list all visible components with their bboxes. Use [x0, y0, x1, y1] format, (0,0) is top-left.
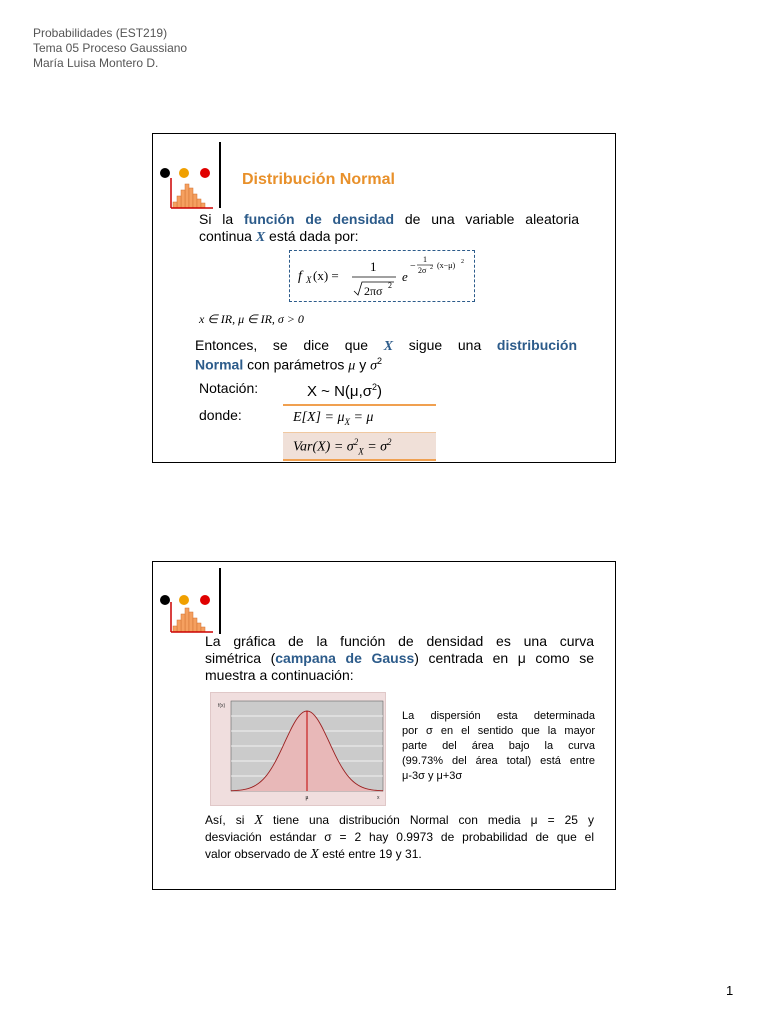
- text: continua: [199, 228, 256, 244]
- text: Entonces, se dice que: [195, 337, 369, 353]
- text: está dada por:: [265, 228, 359, 244]
- svg-text:2: 2: [388, 281, 392, 290]
- example-line-3: [205, 847, 594, 862]
- text: simétrica (: [205, 650, 276, 666]
- graph-intro-2: [205, 650, 594, 667]
- exp-denominator: 2σ: [418, 266, 427, 275]
- highlight-text: Normal: [195, 356, 244, 373]
- variance-expression: $Var(X) = \sigma^2_X = \sigma^2$: [293, 437, 392, 457]
- text: tiene una distribución Normal con media μ = 25 y: [262, 813, 594, 827]
- text: sigue una: [408, 337, 482, 353]
- graph-intro-3: muestra a continuación:: [205, 667, 354, 683]
- variable: X: [383, 339, 394, 354]
- slide-2: [152, 561, 616, 890]
- text: Así, si: [205, 813, 255, 827]
- moments-table: [283, 404, 436, 460]
- intro-line-2: [199, 228, 579, 246]
- exp-term: (x−μ): [437, 261, 456, 270]
- text: X: [344, 416, 350, 427]
- mean-expression: [283, 406, 436, 427]
- x-axis-label: x: [377, 795, 380, 801]
- variable: X: [254, 813, 263, 828]
- text: = μ: [349, 410, 374, 425]
- example-line-2: desviación estándar σ = 2 hay 0.9973 de probabilidad de que el: [205, 830, 594, 844]
- formula-numerator: 1: [370, 259, 377, 274]
- notation-label: Notación:: [199, 380, 259, 396]
- intro-line-1: [199, 211, 579, 228]
- graph-intro-1: La gráfica de la función de densidad es una curva: [205, 633, 594, 649]
- highlight-text: campana de Gauss: [275, 650, 415, 666]
- divider-line: [219, 142, 221, 208]
- y-axis-label: f(x): [218, 703, 226, 709]
- variable: X: [255, 230, 266, 245]
- table-row: [283, 433, 436, 461]
- text-line: (99.73% del área total) está entre: [402, 755, 595, 767]
- sigma-symbol: σ: [370, 358, 378, 374]
- text-line: μ-3σ y μ+3σ: [402, 770, 463, 782]
- mu-symbol: μ: [348, 358, 356, 374]
- highlight-text: distribución: [496, 337, 578, 353]
- text: X: [358, 446, 364, 457]
- exp-numerator: 1: [423, 255, 427, 264]
- topic-name: Tema 05 Proceso Gaussiano: [33, 41, 188, 55]
- svg-text:−: −: [410, 261, 416, 272]
- notation-value: X ~ $N(\mu,\sigma^2)$: [307, 382, 383, 400]
- svg-text:2: 2: [430, 265, 433, 271]
- text: E[X] = μ: [293, 410, 345, 425]
- text: ): [377, 383, 383, 400]
- highlight-text: función de densidad: [244, 211, 395, 227]
- text: con parámetros: [243, 356, 349, 373]
- text: X ~ N(μ,σ: [307, 383, 372, 400]
- text-line: parte del área bajo la curva: [402, 740, 595, 752]
- divider-line: [219, 568, 221, 634]
- variable: X: [310, 847, 319, 862]
- text: Si la: [199, 211, 245, 227]
- text: valor observado de: [205, 847, 311, 861]
- definition-line-2: Normal con parámetros μ y $\sigma^2$: [195, 356, 383, 374]
- table-row: [283, 404, 436, 433]
- page-number: 1: [726, 983, 734, 998]
- parameter-domain: x ∈ IR, μ ∈ IR, σ > 0: [199, 312, 304, 326]
- text-line: por σ en el sentido que la mayor: [402, 725, 595, 737]
- example-line-1: [205, 813, 594, 828]
- page-header: [33, 26, 187, 71]
- text: de una variable aleatoria: [394, 211, 579, 227]
- text: y: [355, 356, 371, 373]
- text: = σ: [363, 439, 388, 455]
- text-line: La dispersión esta determinada: [402, 710, 595, 722]
- normal-curve-chart: [210, 692, 386, 806]
- slide-1: [152, 133, 616, 463]
- mean-label: μ: [305, 795, 309, 801]
- slide-title: Distribución Normal: [242, 171, 395, 188]
- text: ) centrada en μ como se: [414, 650, 594, 666]
- formula-arg: (x) =: [313, 268, 339, 283]
- svg-text:2: 2: [461, 259, 464, 265]
- where-label: donde:: [199, 407, 242, 423]
- dispersion-text: [402, 709, 595, 784]
- formula-e: e: [402, 269, 408, 284]
- text: Var(X) = σ: [293, 439, 354, 455]
- course-name: Probabilidades (EST219): [33, 26, 168, 40]
- text: esté entre 19 y 31.: [318, 847, 422, 861]
- formula-f: f: [298, 269, 302, 284]
- author-name: María Luisa Montero D.: [33, 56, 159, 70]
- formula-denominator: 2πσ: [364, 284, 383, 298]
- formula-sub: X: [306, 275, 312, 285]
- density-formula: [289, 250, 475, 302]
